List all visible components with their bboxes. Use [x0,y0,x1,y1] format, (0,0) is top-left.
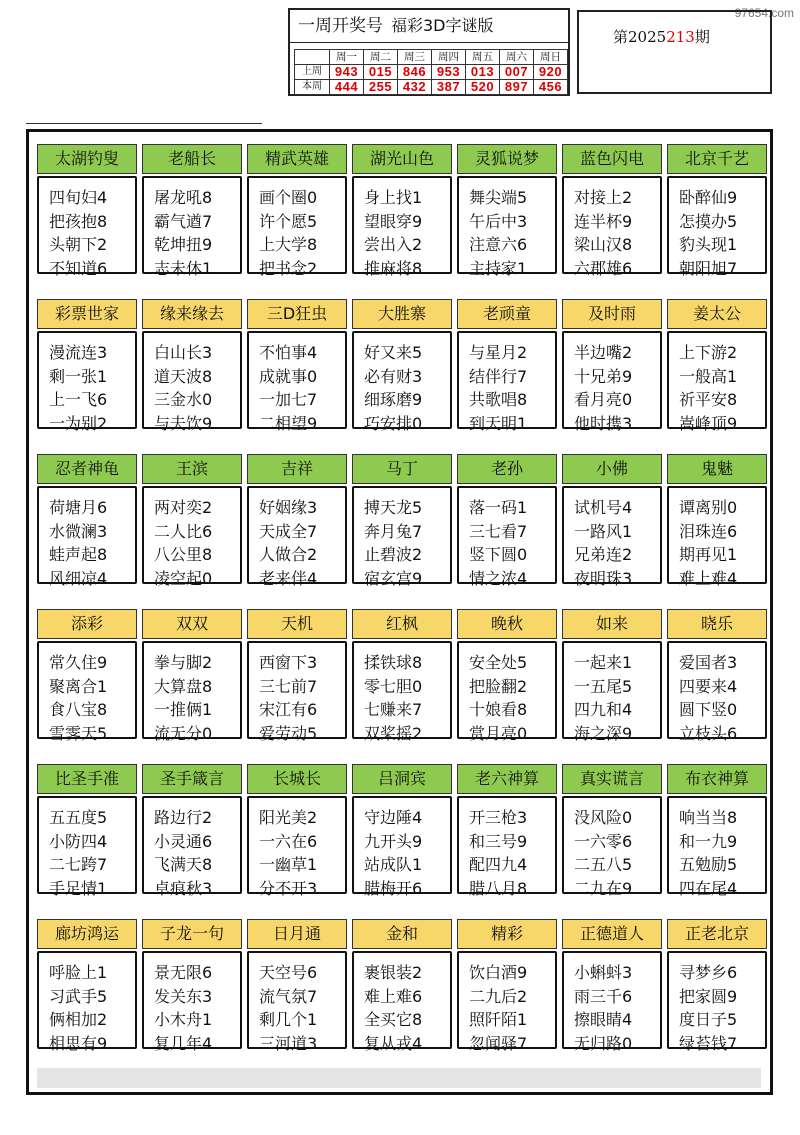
riddle-line: 把书念2 [259,258,318,278]
riddle-box [562,176,662,278]
riddle-line: 和三号9 [469,831,528,851]
riddle-box [457,641,557,743]
riddle-line: 发关东3 [154,986,213,1006]
riddle-line: 成就事0 [259,366,318,386]
riddle-line: 配四九4 [469,855,528,874]
author-title: 小佛 [562,454,662,484]
draw-number: 920 [534,65,568,80]
author-title: 真实谎言 [562,764,662,794]
riddle-line: 一推俩1 [154,700,213,719]
author-title: 子龙一句 [142,919,242,949]
riddle-line: 止碧波2 [364,545,423,564]
riddle-line: 小蝌蚪3 [574,963,633,982]
riddle-line: 一六零6 [574,831,633,851]
riddle-line: 聚离合1 [49,676,108,696]
riddle-line: 上下游2 [679,343,738,362]
riddle-line: 饮白酒9 [469,963,528,982]
author-title: 及时雨 [562,299,662,329]
weekday-tue: 周二 [364,50,398,65]
weekday-mon: 周一 [330,50,364,65]
riddle-line: 食八宝8 [49,700,108,719]
author-title: 鬼魅 [667,454,767,484]
author-title: 正老北京 [667,919,767,949]
riddle-line: 许个愿5 [259,211,318,231]
watermark: 97654.com [734,6,794,20]
riddle-line: 一六在6 [259,831,318,851]
author-title: 湖光山色 [352,144,452,174]
riddle-line: 望眼穿9 [364,211,423,231]
riddle-line: 荷塘月6 [49,498,108,517]
author-title: 彩票世家 [37,299,137,329]
riddle-line: 没风险0 [574,808,633,827]
divider [26,123,262,124]
riddle-box [667,641,767,743]
riddle-line: 豹头现1 [679,235,738,254]
author-title: 精彩 [457,919,557,949]
author-title: 红枫 [352,609,452,639]
riddle-line: 西窗下3 [259,653,318,672]
draw-number: 015 [364,65,398,80]
riddle-line: 宋江有6 [259,700,318,719]
row-label: 本周 [295,80,330,95]
riddle-line: 午后中3 [469,211,528,231]
riddle-line: 守边陲4 [364,808,423,827]
riddle-line: 尝出入2 [364,235,423,254]
riddle-line: 细琢磨9 [364,390,423,409]
riddle-line: 和一九9 [679,831,738,851]
riddle-line: 奔月兔7 [364,521,423,541]
riddle-line: 七赚来7 [364,700,423,719]
author-title: 吉祥 [247,454,347,484]
riddle-line: 安全处5 [469,653,528,672]
riddle-line: 一加七7 [259,390,318,409]
author-title: 精武英雄 [247,144,347,174]
riddle-line: 常久住9 [49,653,108,672]
riddle-line: 谭离别0 [679,498,738,517]
riddle-line: 蛙声起8 [49,545,108,564]
riddle-box [457,176,557,278]
riddle-line: 把脸翻2 [469,676,528,696]
riddle-line: 舞尖端5 [469,188,528,207]
riddle-line: 腊八月8 [469,878,528,898]
draw-number: 953 [432,65,466,80]
riddle-line: 不知道6 [49,258,108,278]
weekday-wed: 周三 [398,50,432,65]
riddle-line: 爱劳动5 [259,723,318,743]
riddle-box [247,641,347,743]
riddle-line: 习武手5 [49,986,108,1006]
riddle-line: 二九在9 [574,878,633,898]
riddle-box [247,331,347,433]
riddle-line: 立枝头6 [679,723,738,743]
riddle-line: 不怕事4 [259,343,318,362]
riddle-line: 小防四4 [49,831,108,851]
riddle-line: 卧醉仙9 [679,188,738,207]
riddle-line: 小灵通6 [154,831,213,851]
riddle-line: 白山长3 [154,343,213,362]
riddle-line: 八公里8 [154,545,213,564]
riddle-line: 落一码1 [469,498,528,517]
riddle-box [667,331,767,433]
draw-number: 520 [466,80,500,95]
footer-bar [37,1068,761,1088]
author-title: 蓝色闪电 [562,144,662,174]
riddle-box [352,641,452,743]
author-title: 王滨 [142,454,242,484]
riddle-line: 必有财3 [364,366,423,386]
period-box [577,10,772,94]
author-title: 忍者神龟 [37,454,137,484]
draw-number: 255 [364,80,398,95]
riddle-line: 祈平安8 [679,390,738,409]
riddle-line: 看月亮0 [574,390,633,409]
weekday-fri: 周五 [466,50,500,65]
subtitle-text: 福彩3D字谜版 [391,16,494,35]
author-title: 金和 [352,919,452,949]
riddle-line: 手足情1 [49,878,108,898]
author-title: 添彩 [37,609,137,639]
header-title [290,10,568,43]
riddle-line: 五五度5 [49,808,108,827]
riddle-line: 二九后2 [469,986,528,1006]
draw-number: 846 [398,65,432,80]
riddle-line: 一五尾5 [574,676,633,696]
draw-number: 432 [398,80,432,95]
riddle-line: 赏月亮0 [469,723,528,743]
riddle-line: 绿苔钱7 [679,1033,738,1053]
riddle-line: 擦眼睛4 [574,1010,633,1029]
author-title: 姜太公 [667,299,767,329]
riddle-line: 流气氛7 [259,986,318,1006]
riddle-line: 圆下竖0 [679,700,738,719]
riddle-line: 路边行2 [154,808,213,827]
draw-number: 007 [500,65,534,80]
riddle-line: 双桨摇2 [364,723,423,743]
riddle-box [667,951,767,1053]
weekday-sun: 周日 [534,50,568,65]
riddle-line: 忽闻驿7 [469,1033,528,1053]
draw-results-header [288,8,570,96]
riddle-line: 四九和4 [574,700,633,719]
riddle-line: 飞满天8 [154,855,213,874]
riddle-box [457,796,557,898]
riddle-box [142,641,242,743]
riddle-line: 难上难4 [679,568,738,588]
riddle-box [37,641,137,743]
riddle-box [457,951,557,1053]
riddle-box [142,796,242,898]
riddle-line: 一起来1 [574,653,633,672]
riddle-box [352,331,452,433]
riddle-line: 照阡陌1 [469,1010,528,1029]
riddle-line: 霸气遒7 [154,211,213,231]
riddle-line: 对接上2 [574,188,633,207]
weekday-thu: 周四 [432,50,466,65]
riddle-box [562,796,662,898]
riddle-box [352,951,452,1053]
riddle-line: 复从戎4 [364,1033,423,1053]
riddle-line: 主持家1 [469,258,528,278]
riddle-box [352,486,452,588]
last-week-row [295,65,568,80]
riddle-line: 三金水0 [154,390,213,409]
riddle-line: 开三枪3 [469,808,528,827]
riddle-line: 一幽草1 [259,855,318,874]
weekday-sat: 周六 [500,50,534,65]
riddle-line: 小木舟1 [154,1010,213,1029]
riddle-line: 泪珠连6 [679,521,738,541]
riddle-line: 上一飞6 [49,390,108,409]
riddle-line: 揉铁球8 [364,653,423,672]
riddle-box [457,486,557,588]
period-suffix: 期 [694,28,710,46]
corner-cell [295,50,330,65]
riddle-line: 人做合2 [259,545,318,564]
riddle-line: 兄弟连2 [574,545,633,564]
riddle-box [247,486,347,588]
riddle-box [457,331,557,433]
title-text: 一周开奖号 [298,16,383,36]
riddle-line: 怎摸办5 [679,211,738,231]
riddle-line: 好姻缘3 [259,498,318,517]
riddle-line: 四旬妇4 [49,188,108,207]
riddle-box [247,796,347,898]
riddle-line: 道天波8 [154,366,213,386]
riddle-line: 风细凉4 [49,568,108,588]
riddle-line: 情之浓4 [469,568,528,588]
riddle-line: 共歌唱8 [469,390,528,409]
riddle-line: 十兄弟9 [574,366,633,386]
riddle-line: 相思有9 [49,1033,108,1053]
riddle-line: 复几年4 [154,1033,213,1053]
author-title: 布衣神算 [667,764,767,794]
riddle-line: 连半杯9 [574,211,633,231]
riddle-line: 一为别2 [49,413,108,433]
author-title: 双双 [142,609,242,639]
riddle-box [37,796,137,898]
riddle-line: 漫流连3 [49,343,108,362]
riddle-line: 把家圆9 [679,986,738,1006]
riddle-box [247,176,347,278]
riddle-line: 推麻将8 [364,258,423,278]
riddle-line: 阳光美2 [259,808,318,827]
riddle-line: 一般高1 [679,366,738,386]
author-title: 老孙 [457,454,557,484]
riddle-line: 无归路0 [574,1033,633,1053]
draw-results-table [294,49,568,95]
author-title: 太湖钓叟 [37,144,137,174]
riddle-box [142,176,242,278]
author-title: 三D狂虫 [247,299,347,329]
riddle-line: 凌空起0 [154,568,213,588]
riddle-line: 分不开3 [259,878,318,898]
riddle-line: 两对奕2 [154,498,213,517]
author-title: 吕洞宾 [352,764,452,794]
riddle-line: 二相望9 [259,413,318,433]
riddle-line: 零七胆0 [364,676,423,696]
author-title: 如来 [562,609,662,639]
riddle-line: 搏天龙5 [364,498,423,517]
author-title: 老六神算 [457,764,557,794]
riddle-line: 拳与脚2 [154,653,213,672]
riddle-line: 宿玄宫9 [364,568,423,588]
riddle-box [667,176,767,278]
riddle-line: 腊梅开6 [364,878,423,898]
riddle-line: 剩一张1 [49,366,108,386]
riddle-box [562,951,662,1053]
riddle-line: 与星月2 [469,343,528,362]
riddle-line: 十娘看8 [469,700,528,719]
riddle-line: 结伴行7 [469,366,528,386]
riddle-box [142,486,242,588]
riddle-box [37,176,137,278]
riddle-line: 注意六6 [469,235,528,254]
author-title: 缘来缘去 [142,299,242,329]
riddle-line: 天成全7 [259,521,318,541]
riddle-line: 巧安排0 [364,413,423,433]
riddle-line: 雨三千6 [574,986,633,1006]
riddle-line: 半边嘴2 [574,343,633,362]
riddle-line: 景无限6 [154,963,213,982]
period-prefix: 第2025 [613,28,667,46]
author-title: 正德道人 [562,919,662,949]
draw-number: 444 [330,80,364,95]
riddle-box [562,486,662,588]
this-week-row [295,80,568,95]
riddle-line: 试机号4 [574,498,633,517]
riddle-line: 好又来5 [364,343,423,362]
riddle-line: 老来伴4 [259,568,318,588]
period-number: 213 [666,28,695,46]
riddle-box [142,331,242,433]
author-title: 晓乐 [667,609,767,639]
draw-number: 456 [534,80,568,95]
riddle-line: 响当当8 [679,808,738,827]
riddle-line: 俩相加2 [49,1010,108,1029]
riddle-line: 画个圈0 [259,188,318,207]
riddle-line: 乾坤扭9 [154,235,213,254]
riddle-line: 竖下圆0 [469,545,528,564]
draw-number: 897 [500,80,534,95]
riddle-line: 屠龙吼8 [154,188,213,207]
riddle-box [37,951,137,1053]
riddle-line: 头朝下2 [49,235,108,254]
riddle-line: 三七看7 [469,521,528,541]
riddle-line: 三七前7 [259,676,318,696]
riddle-line: 身上找1 [364,188,423,207]
riddle-box [37,331,137,433]
draw-number: 387 [432,80,466,95]
draw-number: 013 [466,65,500,80]
author-title: 晚秋 [457,609,557,639]
author-title: 日月通 [247,919,347,949]
riddle-line: 寻梦乡6 [679,963,738,982]
riddle-line: 五勉励5 [679,855,738,874]
riddle-line: 度日子5 [679,1010,738,1029]
riddle-grid [26,129,773,1095]
riddle-box [562,641,662,743]
author-title: 天机 [247,609,347,639]
riddle-line: 梁山汉8 [574,235,633,254]
riddle-line: 二七跨7 [49,855,108,874]
riddle-box [142,951,242,1053]
riddle-line: 爱国者3 [679,653,738,672]
riddle-line: 四在尾4 [679,878,738,898]
riddle-line: 二人比6 [154,521,213,541]
riddle-line: 朝阳旭7 [679,258,738,278]
riddle-line: 夜明珠3 [574,568,633,588]
riddle-line: 裹银装2 [364,963,423,982]
riddle-line: 九开头9 [364,831,423,851]
riddle-line: 海之深9 [574,723,633,743]
author-title: 马丁 [352,454,452,484]
riddle-line: 站成队1 [364,855,423,874]
riddle-line: 把孩抱8 [49,211,108,231]
riddle-line: 三河道3 [259,1033,318,1053]
riddle-box [667,486,767,588]
author-title: 大胜寨 [352,299,452,329]
riddle-box [37,486,137,588]
riddle-line: 期再见1 [679,545,738,564]
riddle-line: 上大学8 [259,235,318,254]
draw-number: 943 [330,65,364,80]
riddle-line: 难上难6 [364,986,423,1006]
riddle-box [352,176,452,278]
riddle-line: 六郡雄6 [574,258,633,278]
riddle-line: 与夫饮9 [154,413,213,433]
author-title: 老顽童 [457,299,557,329]
row-label: 上周 [295,65,330,80]
riddle-line: 四要来4 [679,676,738,696]
author-title: 老船长 [142,144,242,174]
riddle-line: 水微澜3 [49,521,108,541]
riddle-line: 二五八5 [574,855,633,874]
author-title: 长城长 [247,764,347,794]
author-title: 灵狐说梦 [457,144,557,174]
riddle-line: 剩几个1 [259,1010,318,1029]
riddle-line: 雪霁天5 [49,723,108,743]
author-title: 圣手箴言 [142,764,242,794]
riddle-line: 嵩峰顶9 [679,413,738,433]
riddle-line: 志未休1 [154,258,213,278]
riddle-line: 卓痕秋3 [154,878,213,898]
riddle-box [352,796,452,898]
riddle-box [667,796,767,898]
riddle-line: 他时携3 [574,413,633,433]
riddle-line: 全买它8 [364,1010,423,1029]
riddle-line: 一路风1 [574,521,633,541]
author-title: 廊坊鸿运 [37,919,137,949]
riddle-line: 到天明1 [469,413,528,433]
author-title: 北京千艺 [667,144,767,174]
riddle-box [562,331,662,433]
author-title: 比圣手准 [37,764,137,794]
weekday-row [295,50,568,65]
riddle-line: 天空号6 [259,963,318,982]
riddle-line: 大算盘8 [154,676,213,696]
riddle-line: 流无分0 [154,723,213,743]
riddle-box [247,951,347,1053]
riddle-line: 呼脸上1 [49,963,108,982]
